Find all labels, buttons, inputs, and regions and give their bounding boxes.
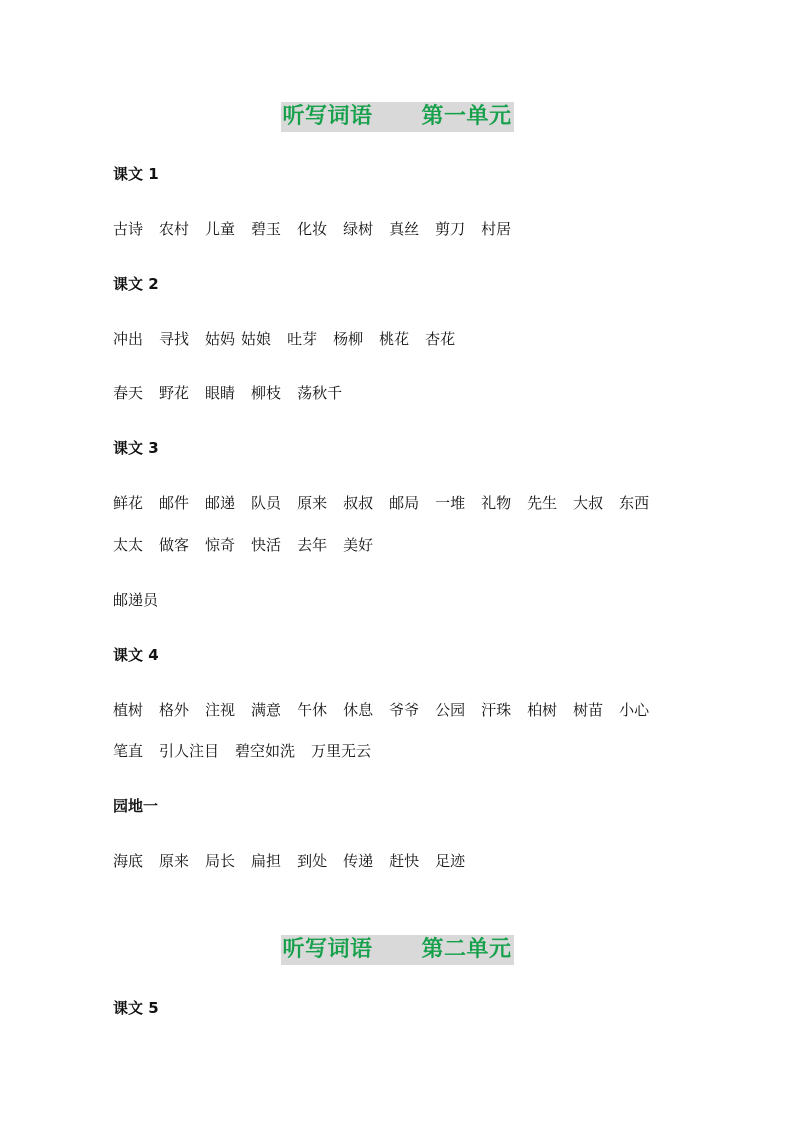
- word: 荡秋千: [297, 384, 343, 402]
- unit-title-2-left: 听写词语: [282, 937, 373, 962]
- word: 柳枝: [251, 384, 282, 402]
- word: 柏树: [527, 701, 558, 719]
- word: 队员: [251, 494, 282, 512]
- word: 碧玉: [251, 220, 282, 238]
- word: 姑娘: [241, 330, 272, 348]
- word: 午休: [297, 701, 328, 719]
- word: 格外: [159, 701, 190, 719]
- word: 绿树: [343, 220, 374, 238]
- word: 礼物: [481, 494, 512, 512]
- word: 邮递员: [113, 591, 159, 609]
- word: 东西: [619, 494, 650, 512]
- lesson-heading-2: 课文 2: [113, 275, 159, 293]
- word: 叔叔: [343, 494, 374, 512]
- word: 邮局: [389, 494, 420, 512]
- word: 太太: [113, 536, 144, 554]
- word: 眼睛: [205, 384, 236, 402]
- word: 儿童: [205, 220, 236, 238]
- word: 碧空如洗: [235, 742, 296, 760]
- unit-title-1-right: 第一单元: [421, 104, 512, 129]
- word: 美好: [343, 536, 374, 554]
- word: 汗珠: [481, 701, 512, 719]
- word: 化妆: [297, 220, 328, 238]
- word: 姑妈: [205, 330, 236, 348]
- word: 杏花: [425, 330, 456, 348]
- word: 引人注目: [159, 742, 220, 760]
- word-line-1: [113, 219, 527, 239]
- word: 剪刀: [435, 220, 466, 238]
- word: 满意: [251, 701, 282, 719]
- lesson-heading-5: 课文 5: [113, 999, 159, 1017]
- unit-title-2-right: 第二单元: [421, 937, 512, 962]
- word-line-3: [113, 383, 358, 403]
- unit-title-2-highlight: [281, 935, 514, 965]
- word: 去年: [297, 536, 328, 554]
- word: 植树: [113, 701, 144, 719]
- word: 大叔: [573, 494, 604, 512]
- word: 万里无云: [311, 742, 372, 760]
- lesson-heading-4: 课文 4: [113, 646, 159, 664]
- word: 原来: [297, 494, 328, 512]
- lesson-heading-3: 课文 3: [113, 439, 159, 457]
- unit-title-1: [0, 102, 794, 134]
- word-line-7: [113, 700, 665, 720]
- word: 惊奇: [205, 536, 236, 554]
- word: 扁担: [251, 852, 282, 870]
- lesson-heading-1: 课文 1: [113, 165, 159, 183]
- word: 杨柳: [333, 330, 364, 348]
- word: 桃花: [379, 330, 410, 348]
- word: 春天: [113, 384, 144, 402]
- word: 做客: [159, 536, 190, 554]
- word-line-4: [113, 493, 665, 513]
- word-line-9: [113, 851, 481, 871]
- word: 小心: [619, 701, 650, 719]
- word-line-5: [113, 535, 389, 555]
- word: 先生: [527, 494, 558, 512]
- word: 真丝: [389, 220, 420, 238]
- lesson-heading-garden-1: 园地一: [113, 797, 159, 815]
- word: 邮递: [205, 494, 236, 512]
- word: 到处: [297, 852, 328, 870]
- word: 邮件: [159, 494, 190, 512]
- word: 爷爷: [389, 701, 420, 719]
- word: 树苗: [573, 701, 604, 719]
- word: 注视: [205, 701, 236, 719]
- word: 农村: [159, 220, 190, 238]
- word: 快活: [251, 536, 282, 554]
- word: 村居: [481, 220, 512, 238]
- word: 原来: [159, 852, 190, 870]
- word: 野花: [159, 384, 190, 402]
- word-line-2: [113, 329, 471, 349]
- word: 寻找: [159, 330, 190, 348]
- word: 一堆: [435, 494, 466, 512]
- word: 海底: [113, 852, 144, 870]
- word: 足迹: [435, 852, 466, 870]
- word: 鲜花: [113, 494, 144, 512]
- word: 传递: [343, 852, 374, 870]
- unit-title-2: [0, 935, 794, 967]
- unit-title-1-left: 听写词语: [282, 104, 373, 129]
- unit-title-1-highlight: [281, 102, 514, 132]
- word: 冲出: [113, 330, 144, 348]
- word: 局长: [205, 852, 236, 870]
- word: 吐芽: [287, 330, 318, 348]
- word: 古诗: [113, 220, 144, 238]
- word: 笔直: [113, 742, 144, 760]
- word: 公园: [435, 701, 466, 719]
- word: 赶快: [389, 852, 420, 870]
- word: 休息: [343, 701, 374, 719]
- word-line-6: [113, 590, 174, 610]
- word-line-8: [113, 741, 387, 761]
